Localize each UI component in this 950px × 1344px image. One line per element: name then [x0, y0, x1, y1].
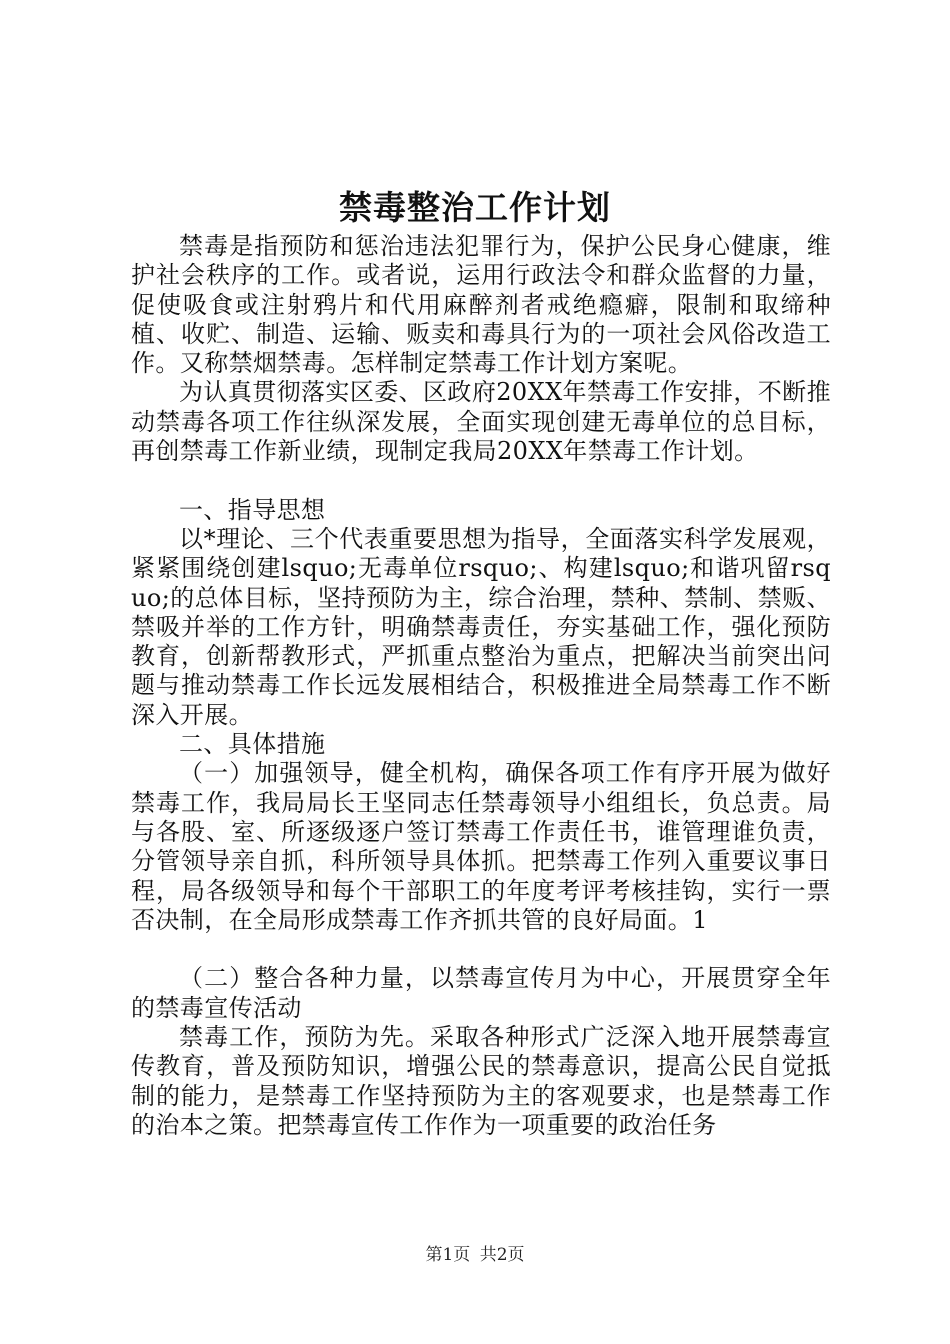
guiding-ideology-paragraph: 以*理论、三个代表重要思想为指导，全面落实科学发展观，紧紧围绕创建lsquo;无毒单位rsquo;、构建lsquo;和谐巩留rsquo;的总体目标，坚持预防为主，综合治理，禁种、禁制、禁贩、禁吸并举的工作方针，明确禁毒责任，夯实基础工作，强化预防教育，创新帮教形式，严抓重点整治为重点，把解决当前突出问题与推动禁毒工作长远发展相结合，积极推进全局禁毒工作不断深入开展。: [131, 524, 831, 729]
measure-two-heading: （二）整合各种力量，以禁毒宣传月为中心，开展贯穿全年的禁毒宣传活动: [131, 964, 831, 1022]
intro-paragraph: 禁毒是指预防和惩治违法犯罪行为，保护公民身心健康，维护社会秩序的工作。或者说，运用行政法令和群众监督的力量，促使吸食或注射鸦片和代用麻醉剂者戒绝瘾癖，限制和取缔种植、收贮、制造、运输、贩卖和毒具行为的一项社会风俗改造工作。又称禁烟禁毒。怎样制定禁毒工作计划方案呢。: [131, 232, 831, 378]
prevention-paragraph: 禁毒工作，预防为先。采取各种形式广泛深入地开展禁毒宣传教育，普及预防知识，增强公民的禁毒意识，提高公民自觉抵制的能力，是禁毒工作坚持预防为主的客观要求，也是禁毒工作的治本之策。把禁毒宣传工作作为一项重要的政治任务: [131, 1023, 831, 1139]
page-footer: [0, 1244, 950, 1266]
document-title: 禁毒整治工作计划: [339, 188, 611, 227]
measure-one-paragraph: （一）加强领导，健全机构，确保各项工作有序开展为做好禁毒工作，我局局长王坚同志任禁毒领导小组组长，负总责。局与各股、室、所逐级逐户签订禁毒工作责任书，谁管理谁负责，分管领导亲自抓，科所领导具体抓。把禁毒工作列入重要议事日程，局各级领导和每个干部职工的年度考评考核挂钩，实行一票否决制，在全局形成禁毒工作齐抓共管的良好局面。1: [131, 759, 831, 934]
document-body: [131, 232, 831, 1140]
purpose-paragraph: 为认真贯彻落实区委、区政府20XX年禁毒工作安排，不断推动禁毒各项工作往纵深发展，全面实现创建无毒单位的总目标，再创禁毒工作新业绩，现制定我局20XX年禁毒工作计划。: [131, 378, 831, 466]
blank-line: [131, 466, 831, 495]
page-number: 第1页: [425, 1245, 471, 1265]
section-heading-specific-measures: 二、具体措施: [179, 730, 326, 759]
section-heading-guiding-ideology: 一、指导思想: [179, 495, 326, 524]
blank-line: [131, 935, 831, 964]
page-total: 共2页: [479, 1245, 525, 1265]
